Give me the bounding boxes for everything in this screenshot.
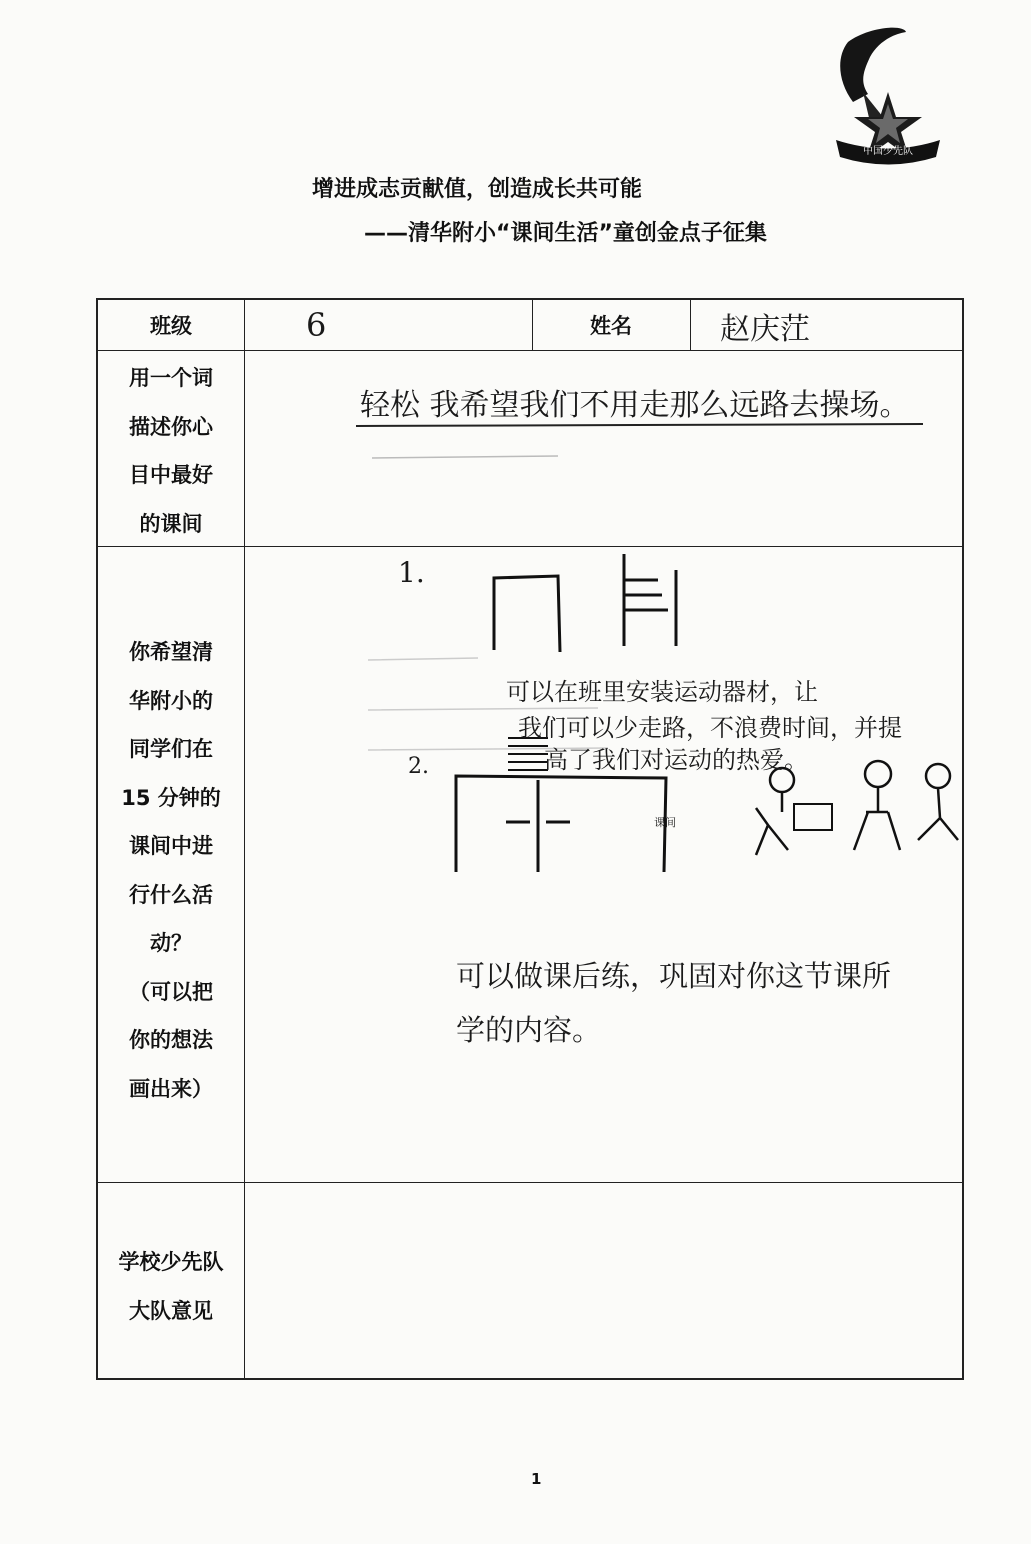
q2-label <box>111 628 231 1113</box>
q3-label-line: 大队意见 <box>129 1298 213 1323</box>
page-title: 增进成志贡献值，创造成长共可能 <box>312 177 643 202</box>
q2-label-line: 你希望清 <box>129 640 213 664</box>
q1-label-line: 目中最好 <box>129 463 213 487</box>
q1-label-line: 的课间 <box>139 511 203 536</box>
q2-label-line: 15 分钟的 <box>121 785 221 810</box>
form-table <box>96 298 964 1380</box>
q1-underline <box>348 418 928 478</box>
item2-number: 2. <box>408 754 429 779</box>
q2-label-line: 华附小的 <box>129 688 213 713</box>
q1-label-line: 用一个词 <box>129 366 213 390</box>
class-value: 6 <box>306 306 327 344</box>
q1-label-line: 描述你心 <box>129 414 213 439</box>
q2-label-line: 课间中进 <box>129 834 213 858</box>
column-divider <box>244 300 245 1380</box>
q2-label-line: 行什么活 <box>129 882 213 907</box>
row-divider <box>98 1182 962 1183</box>
class-label: 班级 <box>150 314 192 338</box>
q2-label-line: 同学们在 <box>129 737 213 761</box>
cabinet-sketch <box>456 776 666 872</box>
young-pioneers-emblem-icon <box>808 22 948 177</box>
q3-label-line: 学校少先队 <box>118 1250 224 1274</box>
wall-bars-sketch <box>624 554 676 646</box>
item2-text-line1: 可以做课后练，巩固对你这节课所 <box>456 959 892 993</box>
item1-text-line3: 高了我们对运动的热爱。 <box>544 746 808 774</box>
logo-text: 中国少先队 <box>863 146 913 157</box>
doorway-sketch <box>494 576 560 652</box>
q2-label-line: 画出来） <box>129 1076 213 1101</box>
column-divider <box>690 300 691 350</box>
q3-label <box>98 1238 244 1335</box>
item1-text-line2: 我们可以少走路，不浪费时间，并提 <box>518 714 902 742</box>
item2-text-line2: 学的内容。 <box>456 1013 602 1047</box>
q2-label-line: 动？ <box>150 931 192 955</box>
page-number: 1 <box>531 1470 542 1488</box>
name-label: 姓名 <box>590 314 632 338</box>
item1-text-line1: 可以在班里安装运动器材，让 <box>506 678 818 706</box>
q2-label-line: （可以把 <box>129 979 213 1004</box>
sign-label: 课间 <box>654 816 676 829</box>
item1-number: 1. <box>398 556 425 589</box>
q1-label <box>98 354 244 548</box>
q1-answer: 轻松 我希望我们不用走那么远路去操场。 <box>360 388 910 423</box>
page-subtitle: ——清华附小“课间生活”童创金点子征集 <box>364 221 767 246</box>
name-value: 赵庆茳 <box>720 312 810 347</box>
q2-label-line: 你的想法 <box>129 1028 213 1052</box>
